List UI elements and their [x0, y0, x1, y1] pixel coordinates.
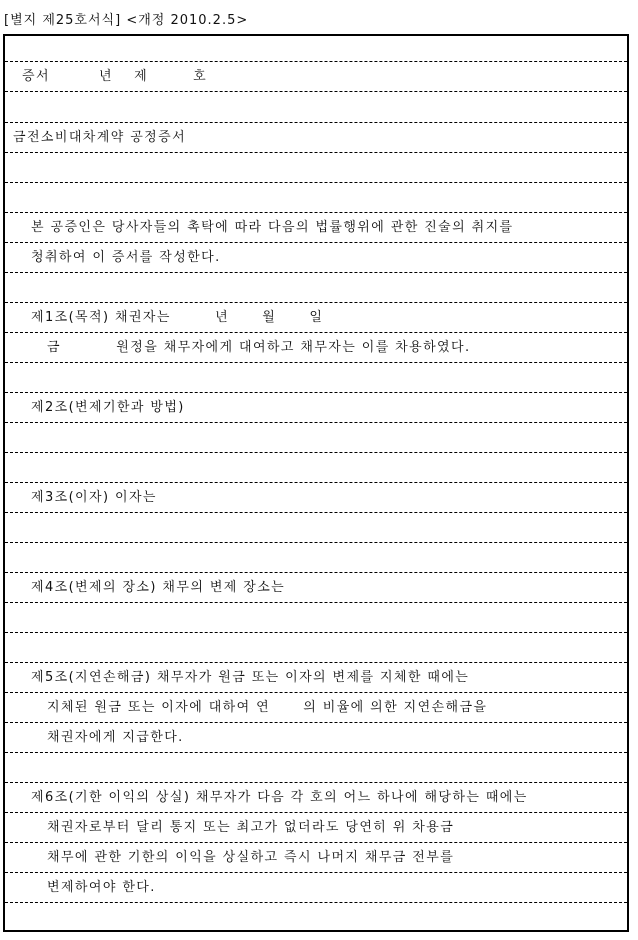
article-6-line-2: 채권자로부터 달리 통지 또는 최고가 없더라도 당연히 위 차용금 [47, 820, 455, 835]
article-5-line-3: 채권자에게 지급한다. [47, 730, 184, 745]
article-5-heading: 제5조(지연손해금) [31, 670, 152, 685]
ruled-line [5, 152, 627, 153]
article-5-line-1 [31, 669, 469, 687]
article-6-line-3: 채무에 관한 기한의 이익을 상실하고 즉시 나머지 채무금 전부를 [47, 850, 455, 865]
intro-line-2: 청취하여 이 증서를 작성한다. [31, 250, 221, 265]
document-title: 금전소비대차계약 공정증서 [13, 130, 187, 145]
article-1-line-2: 금 원정을 채무자에게 대여하고 채무자는 이를 차용하였다. [47, 340, 471, 355]
certificate-number-line [22, 68, 207, 86]
article-3-line-1 [31, 489, 157, 507]
notarial-deed-form [3, 34, 629, 932]
ruled-line [5, 242, 627, 243]
ruled-line [5, 512, 627, 513]
article-5-line-2: 지체된 원금 또는 이자에 대하여 연 의 비율에 의한 지연손해금을 [47, 700, 488, 715]
article-6-line-4: 변제하여야 한다. [47, 880, 156, 895]
ruled-line [5, 302, 627, 303]
ruled-line [5, 722, 627, 723]
revision-note: <개정 2010.2.5> [126, 13, 249, 28]
article-1-heading: 제1조(목적) [31, 310, 110, 325]
ruled-line [5, 662, 627, 663]
article-1-line-1 [31, 309, 323, 327]
article-3-text-1: 이자는 [115, 490, 157, 505]
ruled-line [5, 332, 627, 333]
article-4-text-1: 채무의 변제 장소는 [162, 580, 286, 595]
form-label: [별지 제25호서식] [4, 13, 122, 28]
certificate-number-mid: 제 [134, 69, 149, 84]
ruled-line [5, 482, 627, 483]
article-3-heading: 제3조(이자) [31, 490, 110, 505]
ruled-line [5, 212, 627, 213]
ruled-line [5, 572, 627, 573]
ruled-line [5, 542, 627, 543]
ruled-line [5, 782, 627, 783]
certificate-suffix: 호 [193, 69, 208, 84]
ruled-line [5, 842, 627, 843]
article-4-line-1 [31, 579, 285, 597]
ruled-line [5, 872, 627, 873]
ruled-line [5, 422, 627, 423]
ruled-line [5, 362, 627, 363]
article-2-heading: 제2조(변제기한과 방법) [31, 400, 185, 415]
ruled-line [5, 91, 627, 92]
ruled-line [5, 632, 627, 633]
form-header [4, 9, 248, 28]
ruled-line [5, 812, 627, 813]
intro-line-1: 본 공증인은 당사자들의 촉탁에 따라 다음의 법률행위에 관한 진술의 취지를 [31, 220, 514, 235]
article-6-heading: 제6조(기한 이익의 상실) [31, 790, 191, 805]
ruled-line [5, 752, 627, 753]
article-5-text-1: 채무자가 원금 또는 이자의 변제를 지체한 때에는 [156, 670, 470, 685]
ruled-line [5, 122, 627, 123]
ruled-line [5, 692, 627, 693]
article-1-text-1: 채권자는 년 월 일 [115, 310, 324, 325]
ruled-line [5, 182, 627, 183]
article-6-line-1 [31, 789, 528, 807]
ruled-line [5, 61, 627, 62]
ruled-line [5, 452, 627, 453]
certificate-year-unit: 년 [99, 69, 113, 84]
ruled-line [5, 902, 627, 903]
article-4-heading: 제4조(변제의 장소) [31, 580, 157, 595]
certificate-prefix: 증서 [22, 69, 50, 84]
ruled-line [5, 272, 627, 273]
article-6-text-1: 채무자가 다음 각 호의 어느 하나에 해당하는 때에는 [195, 790, 528, 805]
ruled-line [5, 602, 627, 603]
ruled-line [5, 392, 627, 393]
